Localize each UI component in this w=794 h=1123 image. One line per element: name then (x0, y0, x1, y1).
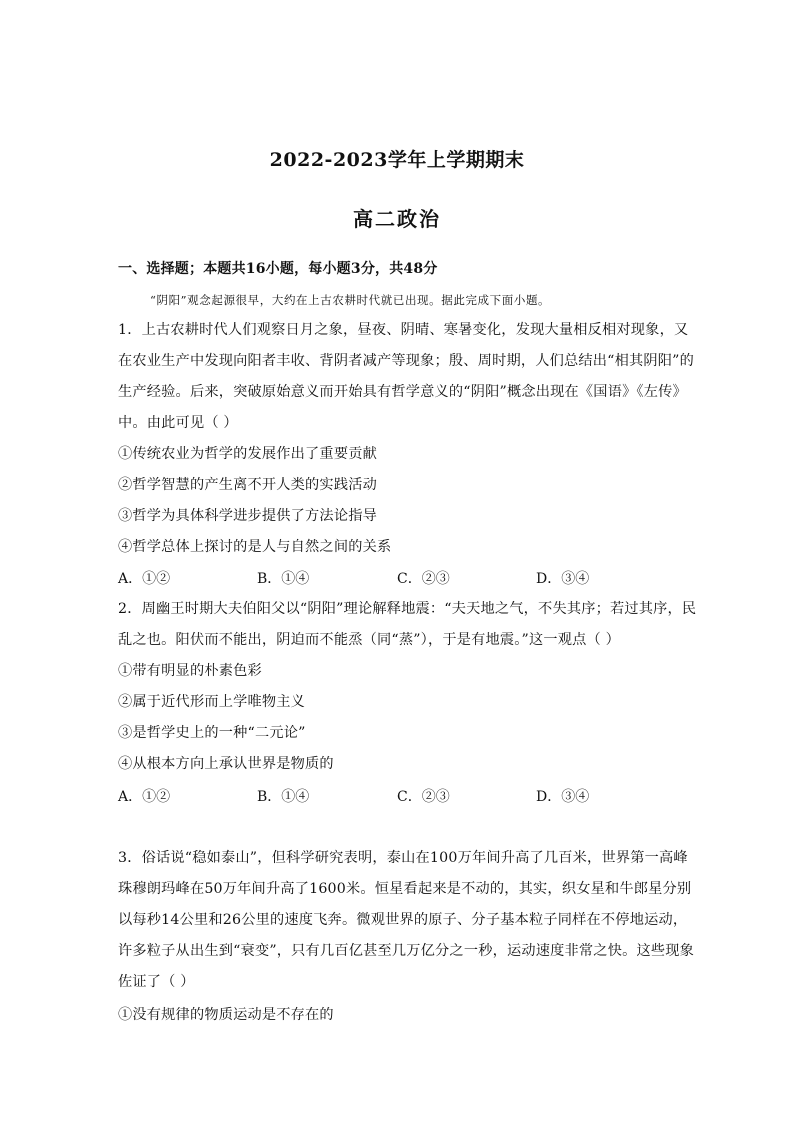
q3-stem-line: 3．俗话说“稳如泰山”，但科学研究表明，泰山在100万年间升高了几百米，世界第一高峰 (118, 850, 688, 866)
exam-subject: 高二政治 (353, 207, 441, 231)
q1-stem-line: 1．上古农耕时代人们观察日月之象，昼夜、阴晴、寒暑变化，发现大量相反相对现象，又 (118, 322, 689, 338)
q3-statement: ①没有规律的物质运动是不存在的 (118, 1007, 334, 1023)
q3-stem-line: 许多粒子从出生到“衰变”，只有几百亿甚至几万亿分之一秒，运动速度非常之快。这些现象 (118, 943, 695, 959)
q2-options (118, 786, 718, 806)
q2-stem-line: 2．周幽王时期大夫伯阳父以“阴阳”理论解释地震：“夫天地之气，不失其序；若过其序，民 (118, 601, 697, 617)
q2-statement: ④从根本方向上承认世界是物质的 (118, 756, 334, 772)
q3-stem-line: 珠穆朗玛峰在50万年间升高了1600米。恒星看起来是不动的，其实，织女星和牛郎星分别 (118, 881, 692, 897)
q2-statement: ①带有明显的朴素色彩 (118, 663, 262, 679)
q2-option-c[interactable]: C．②③ (397, 789, 450, 805)
q2-stem-line: 乱之也。阳伏而不能出，阴迫而不能烝（同“蒸”），于是有地震。”这一观点（ ） (118, 632, 621, 648)
q1-option-c[interactable]: C．②③ (397, 571, 450, 587)
q1-option-d[interactable]: D．③④ (536, 571, 590, 587)
q2-option-a[interactable]: A．①② (118, 789, 171, 805)
passage-intro: “阴阳”观念起源很早，大约在上古农耕时代就已出现。据此完成下面小题。 (150, 293, 551, 307)
q1-statement: ③哲学为具体科学进步提供了方法论指导 (118, 508, 377, 524)
q1-statement: ④哲学总体上探讨的是人与自然之间的关系 (118, 539, 392, 555)
q1-statement: ①传统农业为哲学的发展作出了重要贡献 (118, 446, 377, 462)
q2-option-b[interactable]: B．①④ (257, 789, 310, 805)
q2-statement: ②属于近代形而上学唯物主义 (118, 694, 306, 710)
q1-stem-line: 生产经验。后来，突破原始意义而开始具有哲学意义的“阴阳”概念出现在《国语》《左传》 (118, 384, 687, 400)
q1-option-a[interactable]: A．①② (118, 571, 171, 587)
q1-stem-line: 中。由此可见（ ） (118, 415, 238, 431)
q3-stem-line: 佐证了（ ） (118, 974, 195, 990)
q2-statement: ③是哲学史上的一种“二元论” (118, 725, 306, 741)
q1-statement: ②哲学智慧的产生离不开人类的实践活动 (118, 477, 377, 493)
q1-stem-line: 在农业生产中发现向阳者丰收、背阴者减产等现象；殷、周时期，人们总结出“相其阴阳”的 (118, 353, 695, 369)
section-heading: 一、选择题；本题共16小题，每小题3分，共48分 (118, 261, 438, 277)
q1-options (118, 568, 718, 588)
q3-stem-line: 以每秒14公里和26公里的速度飞奔。微观世界的原子、分子基本粒子同样在不停地运动， (118, 912, 688, 928)
q1-option-b[interactable]: B．①④ (257, 571, 310, 587)
q2-option-d[interactable]: D．③④ (536, 789, 590, 805)
exam-title: 2022-2023学年上学期期末 (269, 149, 525, 171)
